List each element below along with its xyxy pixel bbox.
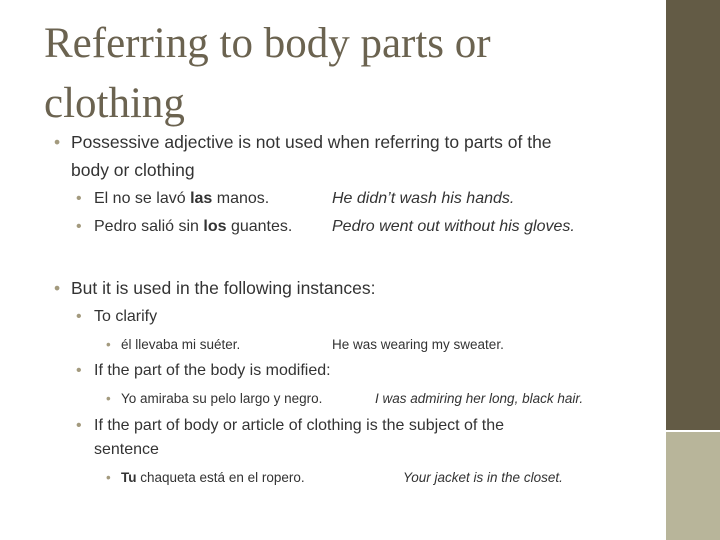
bullet-dot: • [106,337,111,352]
bullet-dot: • [106,391,111,406]
sub3-line2: sentence [94,441,159,458]
sub1-example: él llevaba mi suéter. [121,337,241,352]
bullet-dot: • [76,308,82,325]
sub3-example-subject: Tu [121,470,137,485]
sidebar-light-panel [666,432,720,540]
example-2-pre: Pedro salió sin [94,218,204,235]
bullet1-line1: Possessive adjective is not used when referring to parts of the [71,132,552,152]
sub2-translation: I was admiring her long, black hair. [375,391,584,406]
title-line-1: Referring to body parts or [44,20,491,67]
bullet-dot: • [76,417,82,434]
bullet1-line2: body or clothing [71,160,195,180]
bullet-dot: • [54,278,61,298]
example-2 [94,218,292,236]
slide-title [44,14,644,134]
sub3-line1: If the part of body or article of clothing is the subject of the [94,417,505,434]
bullet-dot: • [54,132,61,152]
bullet-dot: • [76,362,82,379]
bullet2-text: But it is used in the following instances: [71,278,376,298]
example-1 [94,190,269,208]
sub3-translation: Your jacket is in the closet. [403,470,563,485]
example-1-article: las [190,190,213,207]
example-1-pre: El no se lavó [94,190,191,207]
bullet-dot: • [76,190,82,207]
sub3-example [121,470,305,485]
bullet-dot: • [76,218,82,235]
sub1-translation: He was wearing my sweater. [332,337,504,352]
example-1-translation: He didn’t wash his hands. [332,190,515,207]
sub1-label: To clarify [94,308,158,325]
sub2-example: Yo amiraba su pelo largo y negro. [121,391,323,406]
sub3-example-rest: chaqueta está en el ropero. [136,470,305,485]
example-2-translation: Pedro went out without his gloves. [332,218,575,235]
example-1-post: manos. [212,190,270,207]
example-2-article: los [203,218,227,235]
bullet-dot: • [106,470,111,485]
sub2-label: If the part of the body is modified: [94,362,331,379]
sidebar-dark-panel [666,0,720,432]
example-2-post: guantes. [226,218,293,235]
title-line-2: clothing [44,80,185,127]
